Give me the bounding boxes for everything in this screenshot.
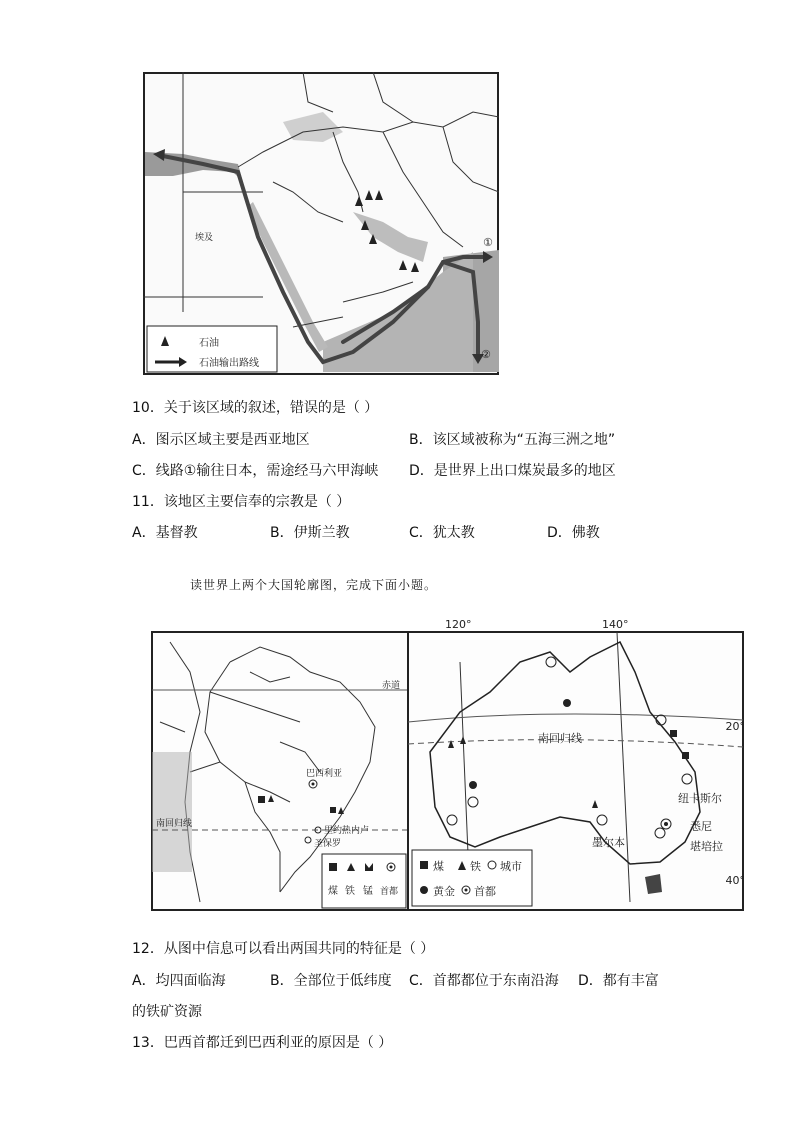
- reading-intro: 读世界上两个大国轮廓图，完成下面小题。: [190, 578, 438, 592]
- q12-option-b[interactable]: B．全部位于低纬度: [270, 973, 392, 989]
- africa-label: 埃及: [195, 233, 214, 243]
- route-1-label: ①: [483, 236, 493, 249]
- map1-legend: [147, 326, 277, 372]
- australia-legend: [412, 850, 532, 906]
- q10-option-b[interactable]: B．该区域被称为“五海三洲之地”: [409, 432, 616, 448]
- brasilia-label: 巴西利亚: [306, 769, 343, 779]
- q10-option-c[interactable]: C．线路①输往日本，需途经马六甲海峡: [132, 463, 379, 479]
- aus-legend-city: 城市: [500, 860, 522, 873]
- q12-stem: 12．从图中信息可以看出两国共同的特征是（ ）: [132, 941, 435, 957]
- brazil-legend-capital: 首都: [380, 887, 399, 897]
- q11-option-a[interactable]: A．基督教: [132, 525, 198, 541]
- rio-label: 里约热内卢: [324, 826, 370, 836]
- q10-option-a[interactable]: A．图示区域主要是西亚地区: [132, 432, 310, 448]
- lat-20-label: 20°: [725, 720, 745, 733]
- brazil-legend-iron: 铁: [345, 886, 355, 897]
- brazil-legend-coal: 煤: [328, 886, 338, 897]
- legend-oil-label: 石油: [199, 338, 219, 349]
- q11-option-d[interactable]: D．佛教: [547, 525, 600, 541]
- q11-option-b[interactable]: B．伊斯兰教: [270, 525, 350, 541]
- q12-option-d-continued: 的铁矿资源: [132, 1004, 202, 1020]
- aus-tropic-label: 南回归线: [538, 732, 582, 745]
- q12-option-c[interactable]: C．首都都位于东南沿海: [409, 973, 559, 989]
- aus-legend-gold: 黄金: [433, 885, 455, 898]
- q12-option-a[interactable]: A．均四面临海: [132, 973, 226, 989]
- newcastle-label: 纽卡斯尔: [678, 792, 722, 805]
- saopaulo-label: 圣保罗: [314, 839, 342, 849]
- canberra-label: 堪培拉: [690, 840, 723, 853]
- aus-legend-coal: 煤: [433, 860, 444, 873]
- legend-route-label: 石油输出路线: [199, 358, 259, 369]
- q11-stem: 11．该地区主要信奉的宗教是（ ）: [132, 494, 351, 510]
- q12-option-d[interactable]: D．都有丰富: [578, 973, 659, 989]
- q10-stem: 10．关于该区域的叙述，错误的是（ ）: [132, 400, 379, 416]
- brazil-australia-map: [130, 602, 745, 920]
- lon-120-label: 120°: [445, 618, 472, 631]
- lon-140-label: 140°: [602, 618, 629, 631]
- brazil-tropic-label: 南回归线: [156, 819, 193, 829]
- sydney-label: 悉尼: [690, 820, 712, 833]
- brazil-legend-mn: 锰: [363, 886, 373, 897]
- brazil-equator-label: 赤道: [382, 681, 401, 691]
- melbourne-label: 墨尔本: [592, 836, 625, 849]
- q10-option-d[interactable]: D．是世界上出口煤炭最多的地区: [409, 463, 616, 479]
- aus-legend-capital: 首都: [474, 885, 496, 898]
- q11-option-c[interactable]: C．犹太教: [409, 525, 475, 541]
- lat-40-label: 40°: [725, 874, 745, 887]
- q13-stem: 13．巴西首都迁到巴西利亚的原因是（ ）: [132, 1035, 393, 1051]
- aus-legend-iron: 铁: [470, 860, 481, 873]
- route-2-label: ②: [481, 348, 491, 361]
- brazil-legend: [322, 854, 406, 908]
- middle-east-oil-map: [143, 72, 499, 375]
